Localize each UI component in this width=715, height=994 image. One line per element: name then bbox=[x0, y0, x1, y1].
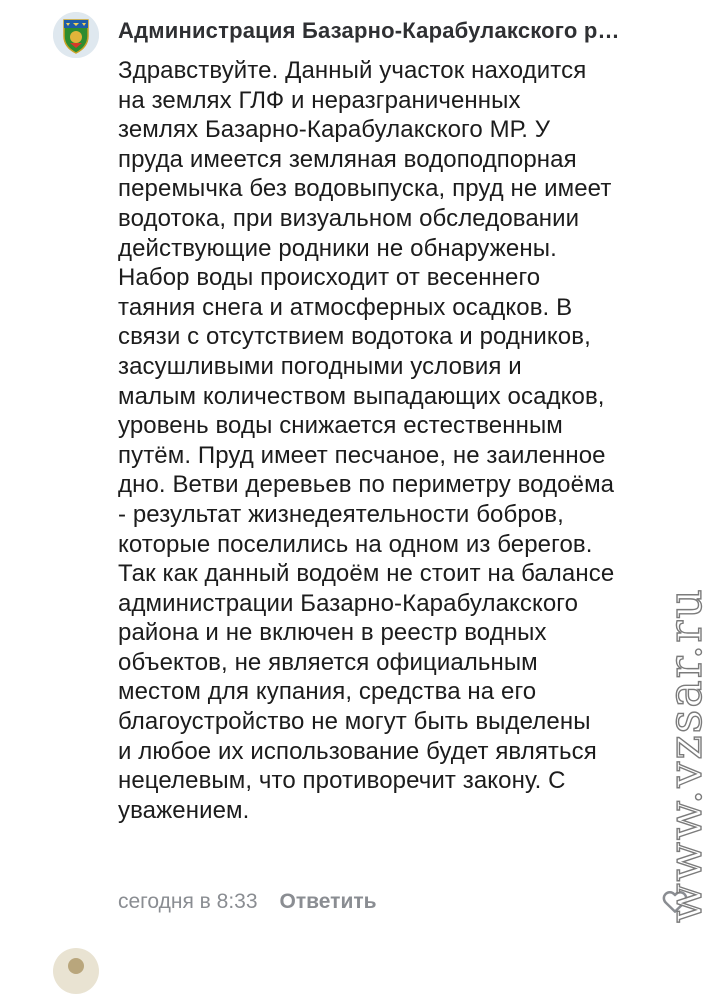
next-comment-avatar[interactable] bbox=[53, 948, 99, 994]
like-button[interactable] bbox=[660, 886, 690, 916]
comment-timestamp: сегодня в 8:33 bbox=[118, 890, 258, 913]
reply-button[interactable]: Ответить bbox=[279, 890, 377, 913]
comment-author-name[interactable]: Администрация Базарно-Карабулакского р… bbox=[118, 18, 620, 43]
avatar-icon bbox=[53, 948, 99, 994]
heart-outline-icon bbox=[660, 886, 690, 916]
coat-of-arms-icon bbox=[53, 12, 99, 58]
comment-meta bbox=[118, 890, 377, 914]
comment-text: Здравствуйте. Данный участок находится на землях ГЛФ и неразграниченных землях Базарно-Карабулакского МР. У пруда имеется земляная водоподпорная перемычка без водовыпуска, пруд не имеет водотока, при визуальном обследовании действующие родники не обнаружены. Набор воды происходит от весеннего таяния снега и атмосферных осадков. В связи с отсутствием водотока и родников, засушливыми погодными условия и малым количеством выпадающих осадков, уровень воды снижается естественным путём. Пруд имеет песчаное, не заиленное дно. Ветви деревьев по периметру водоёма - результат жизнедеятельности бобров, которые поселились на одном из берегов. Так как данный водоём не стоит на балансе администрации Базарно-Карабулакского района и не включен в реестр водных объектов, не является официальным местом для купания, средства на его благоустройство не могут быть выделены и любое их использование будет являться нецелевым, что противоречит закону. С уважением. bbox=[118, 57, 615, 824]
author-avatar[interactable] bbox=[53, 12, 99, 58]
watermark-text: www.vzsar.ru bbox=[658, 587, 712, 923]
